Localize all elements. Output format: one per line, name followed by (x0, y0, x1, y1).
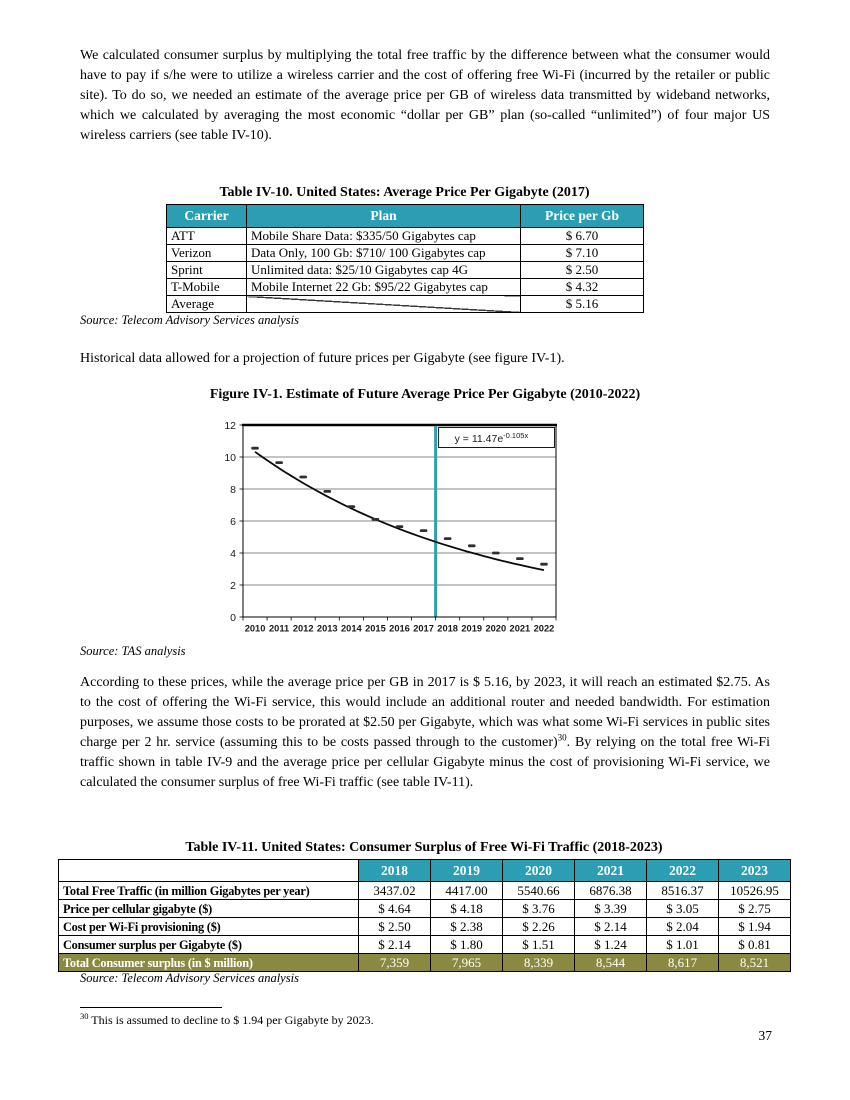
price-cell: $ 5.16 (521, 296, 644, 313)
x-axis-label: 2015 (365, 623, 386, 634)
table10-row (167, 262, 644, 279)
value-cell: $ 2.50 (359, 918, 431, 936)
x-axis-label: 2019 (461, 623, 483, 634)
value-cell: $ 2.04 (647, 918, 719, 936)
page-number: 37 (758, 1028, 772, 1043)
value-cell: $ 2.14 (359, 936, 431, 954)
table10 (166, 204, 644, 313)
value-cell: $ 1.80 (431, 936, 503, 954)
table10-row (167, 296, 644, 313)
table11-row (59, 882, 791, 900)
carrier-cell: T-Mobile (167, 279, 247, 296)
value-cell: $ 2.38 (431, 918, 503, 936)
value-cell: 5540.66 (503, 882, 575, 900)
value-cell: $ 3.05 (647, 900, 719, 918)
x-axis-label: 2018 (437, 623, 458, 634)
value-cell: 6876.38 (575, 882, 647, 900)
value-cell: $ 1.24 (575, 936, 647, 954)
data-point (540, 563, 548, 566)
data-point (275, 461, 283, 464)
year-header: 2020 (503, 860, 575, 882)
table11-title: Table IV-11. United States: Consumer Surplus of Free Wi-Fi Traffic (2018-2023) (185, 840, 663, 855)
value-cell: $ 3.39 (575, 900, 647, 918)
data-point (348, 505, 356, 508)
x-axis-label: 2012 (292, 623, 314, 634)
data-point (492, 552, 500, 555)
value-cell: $ 1.01 (647, 936, 719, 954)
footnote-separator (80, 1007, 222, 1008)
table10-col-header: Plan (247, 205, 521, 228)
table10-title: Table IV-10. United States: Average Price Per Gigabyte (2017) (219, 185, 590, 200)
value-cell: 8,521 (719, 954, 791, 972)
value-cell: $ 4.18 (431, 900, 503, 918)
paragraph-2: Historical data allowed for a projection of future prices per Gigabyte (see figure IV-1). (80, 351, 565, 366)
data-point (444, 537, 452, 540)
x-axis-label: 2011 (269, 623, 290, 634)
value-cell: $ 2.14 (575, 918, 647, 936)
footnote-reference: 30 (557, 732, 567, 743)
carrier-cell: Sprint (167, 262, 247, 279)
data-point (468, 544, 476, 547)
x-axis-label: 2020 (485, 623, 507, 634)
x-axis-label: 2017 (413, 623, 434, 634)
table10-header-row (167, 205, 644, 228)
table10-col-header: Carrier (167, 205, 247, 228)
price-cell: $ 7.10 (521, 245, 644, 262)
data-point (420, 529, 428, 532)
y-axis-label: 12 (224, 419, 236, 432)
row-label-cell: Price per cellular gigabyte ($) (59, 900, 359, 918)
footnote (80, 1011, 740, 1028)
x-axis-label: 2013 (316, 623, 338, 634)
plan-cell: Unlimited data: $25/10 Gigabytes cap 4G (247, 262, 521, 279)
table11-row (59, 954, 791, 972)
value-cell: 8516.37 (647, 882, 719, 900)
row-label-cell: Cost per Wi-Fi provisioning ($) (59, 918, 359, 936)
value-cell: 4417.00 (431, 882, 503, 900)
data-point (251, 447, 259, 450)
footnote-number: 30 (80, 1011, 89, 1021)
data-point (372, 518, 380, 521)
value-cell: 8,339 (503, 954, 575, 972)
year-header: 2019 (431, 860, 503, 882)
value-cell: $ 0.81 (719, 936, 791, 954)
value-cell: $ 1.94 (719, 918, 791, 936)
x-axis-label: 2016 (389, 623, 410, 634)
value-cell: 7,359 (359, 954, 431, 972)
figure-source: Source: TAS analysis (80, 644, 186, 658)
year-header: 2022 (647, 860, 719, 882)
row-label-cell: Consumer surplus per Gigabyte ($) (59, 936, 359, 954)
plan-cell: Mobile Internet 22 Gb: $95/22 Gigabytes cap (247, 279, 521, 296)
value-cell: 8,544 (575, 954, 647, 972)
value-cell: $ 2.26 (503, 918, 575, 936)
table11-corner-cell (59, 860, 359, 882)
paragraph-3-text: According to these prices, while the average price per GB in 2017 is $ 5.16, by 2023, it will reach an estimated $2.75. As to the cost of offering the Wi-Fi service, this would include an additional router and needed bandwidth. For estimation purposes, we assume those costs to be prorated at $2.50 per Gigabyte, which was what some Wi-Fi services in public sites charge per 2 hr. service (assuming this to be costs passed through to the customer) (80, 675, 770, 750)
plan-cell (247, 296, 521, 313)
table10-row (167, 245, 644, 262)
price-cell: $ 6.70 (521, 228, 644, 245)
year-header: 2023 (719, 860, 791, 882)
plan-cell: Data Only, 100 Gb: $710/ 100 Gigabytes cap (247, 245, 521, 262)
equation-label: $y = 11.47e^{-0.105x}$ (454, 431, 529, 445)
trend-line (255, 452, 544, 570)
data-point (396, 525, 404, 528)
table11-source: Source: Telecom Advisory Services analysis (80, 971, 299, 985)
data-point (299, 476, 307, 479)
price-per-gb-chart (213, 417, 575, 645)
data-point (323, 490, 331, 493)
carrier-cell: Verizon (167, 245, 247, 262)
footnote-text: This is assumed to decline to $ 1.94 per Gigabyte by 2023. (88, 1013, 374, 1027)
figure-title: Figure IV-1. Estimate of Future Average Price Per Gigabyte (2010-2022) (209, 387, 641, 402)
x-axis-label: 2022 (533, 623, 555, 634)
table11-row (59, 936, 791, 954)
row-label-cell: Total Consumer surplus (in $ million) (59, 954, 359, 972)
y-axis-label: 2 (230, 579, 236, 592)
x-axis-label: 2021 (509, 623, 531, 634)
paragraph-3 (80, 673, 770, 793)
price-cell: $ 2.50 (521, 262, 644, 279)
table11-header-row (59, 860, 791, 882)
y-axis-label: 0 (230, 611, 236, 624)
table11 (58, 859, 791, 972)
table11-row (59, 918, 791, 936)
paragraph-1: We calculated consumer surplus by multiplying the total free traffic by the difference between what the consumer would have to pay if s/he were to utilize a wireless carrier and the cost of offering free Wi-Fi (incurred by the retailer or public site). To do so, we needed an estimate of the average price per GB of wireless data transmitted by wideband networks, which we calculated by averaging the most economic “dollar per GB” plan (so-called “unlimited”) of four major US wireless carriers (see table IV-10). (80, 48, 770, 143)
year-header: 2018 (359, 860, 431, 882)
value-cell: 10526.95 (719, 882, 791, 900)
y-axis-label: 8 (230, 483, 236, 496)
paragraph-3-text-cont: . By relying on the total free Wi-Fi traffic shown in table IV-9 and the average price per cellular Gigabyte minus the cost of provisioning Wi-Fi service, we calculated the consumer surplus of free Wi-Fi traffic (see table IV-11). (80, 735, 770, 790)
value-cell: $ 1.51 (503, 936, 575, 954)
value-cell: 7,965 (431, 954, 503, 972)
y-axis-label: 10 (224, 451, 236, 464)
carrier-cell: Average (167, 296, 247, 313)
y-axis-label: 4 (230, 547, 236, 560)
value-cell: 8,617 (647, 954, 719, 972)
plan-cell: Mobile Share Data: $335/50 Gigabytes cap (247, 228, 521, 245)
x-axis-label: 2010 (244, 623, 266, 634)
table10-row (167, 279, 644, 296)
year-header: 2021 (575, 860, 647, 882)
table10-row (167, 228, 644, 245)
y-axis-label: 6 (230, 515, 236, 528)
value-cell: 3437.02 (359, 882, 431, 900)
value-cell: $ 2.75 (719, 900, 791, 918)
row-label-cell: Total Free Traffic (in million Gigabytes per year) (59, 882, 359, 900)
price-cell: $ 4.32 (521, 279, 644, 296)
table11-row (59, 900, 791, 918)
table10-col-header: Price per Gb (521, 205, 644, 228)
value-cell: $ 4.64 (359, 900, 431, 918)
carrier-cell: ATT (167, 228, 247, 245)
table10-source: Source: Telecom Advisory Services analysis (80, 313, 299, 327)
x-axis-label: 2014 (341, 623, 362, 634)
data-point (516, 557, 524, 560)
value-cell: $ 3.76 (503, 900, 575, 918)
